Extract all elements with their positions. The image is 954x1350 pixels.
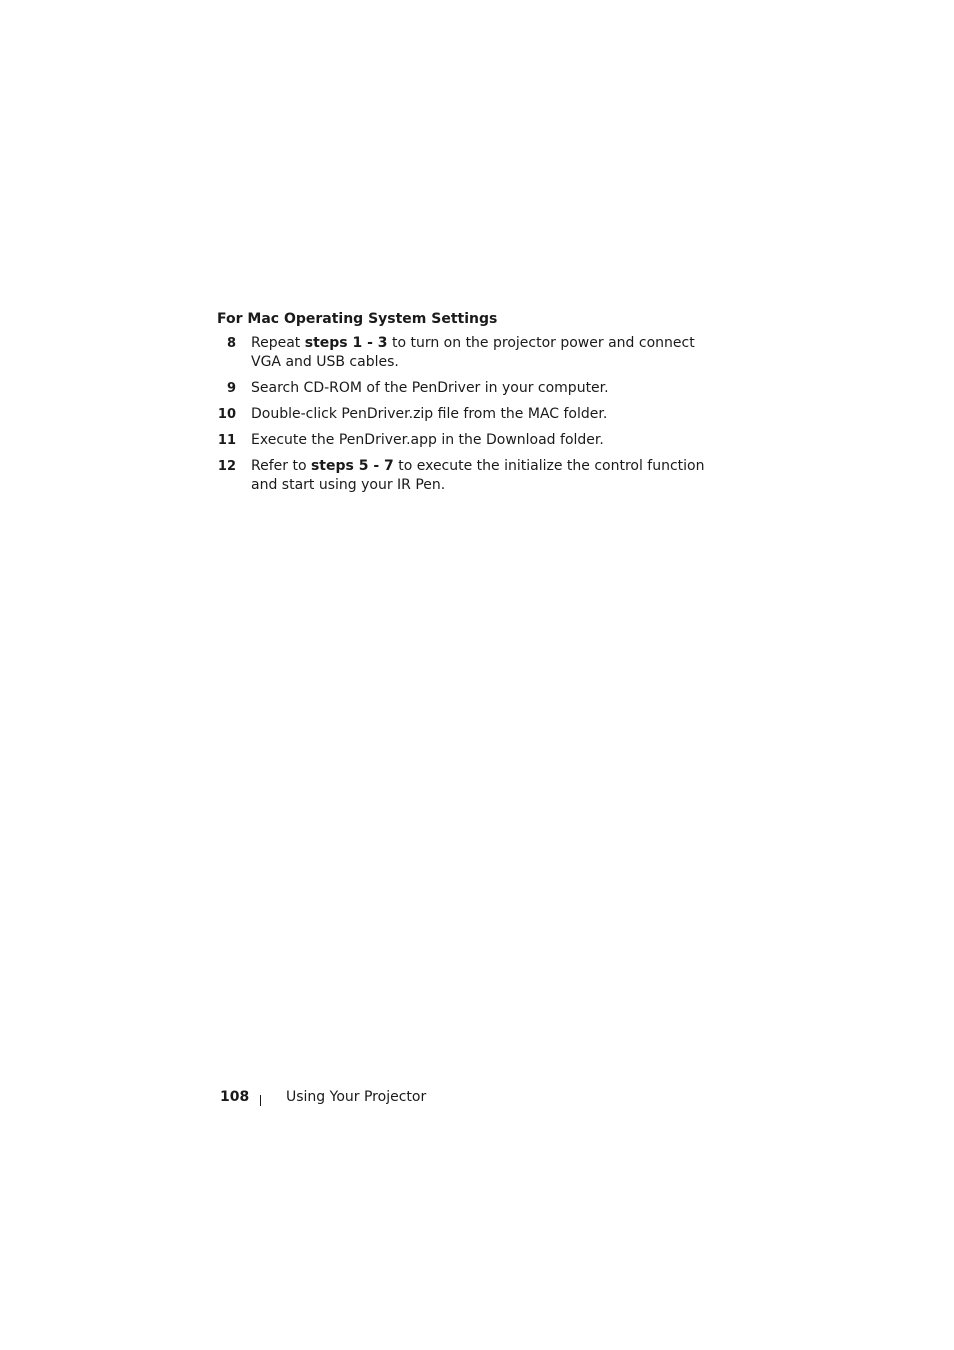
step-number: 9 <box>226 381 236 396</box>
step-text-before: Refer to <box>251 458 311 474</box>
step-item <box>212 457 712 495</box>
page-number: 108 <box>220 1089 250 1105</box>
step-number: 11 <box>217 433 236 448</box>
step-text <box>251 431 711 450</box>
step-text-after: to turn on the projector power and connect VGA and USB cables. <box>251 335 695 370</box>
step-text-bold: steps 1 - 3 <box>304 335 388 351</box>
step-text <box>251 334 711 372</box>
step-text-before: Double-click PenDriver.zip file from the MAC folder. <box>251 406 608 422</box>
step-text <box>251 457 711 495</box>
step-item <box>212 405 712 424</box>
step-text-after: to execute the initialize the control function and start using your IR Pen. <box>251 458 705 493</box>
chapter-title: Using Your Projector <box>286 1089 427 1105</box>
step-text-before: Execute the PenDriver.app in the Download folder. <box>251 432 604 448</box>
step-number: 8 <box>226 336 236 351</box>
step-text <box>251 405 711 424</box>
step-number: 10 <box>217 407 236 422</box>
step-item <box>212 431 712 450</box>
step-text <box>251 379 711 398</box>
step-text-before: Search CD-ROM of the PenDriver in your computer. <box>251 380 609 396</box>
step-text-before: Repeat <box>251 335 305 351</box>
steps-list <box>212 334 712 502</box>
step-text-bold: steps 5 - 7 <box>310 458 394 474</box>
footer-divider <box>260 1095 261 1106</box>
section-heading: For Mac Operating System Settings <box>217 311 498 327</box>
step-item <box>212 379 712 398</box>
step-number: 12 <box>217 459 236 474</box>
step-item <box>212 334 712 372</box>
